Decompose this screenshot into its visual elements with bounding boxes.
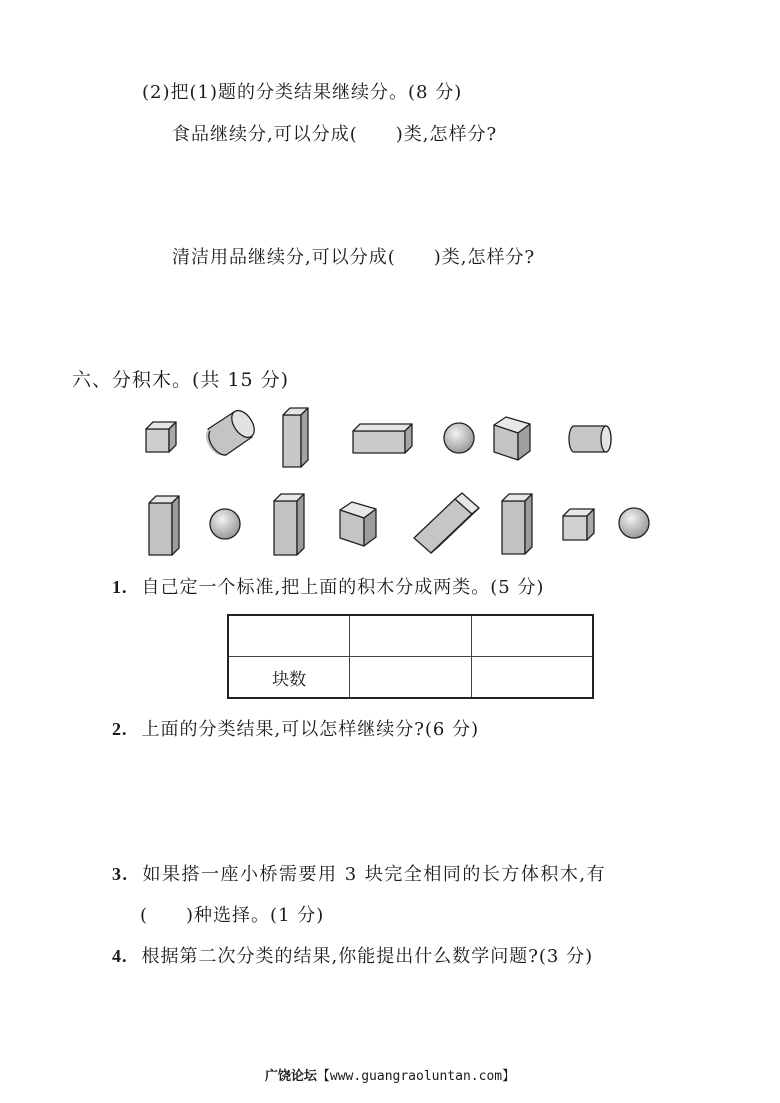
block-sphere (619, 508, 649, 538)
cleaning-question: 清洁用品继续分,可以分成( )类,怎样分? (172, 247, 536, 268)
question-text: 上面的分类结果,可以怎样继续分?(6 分) (141, 719, 480, 740)
part2-prompt: (2)把(1)题的分类结果继续分。(8 分) (142, 82, 463, 103)
question-number: 1. (112, 577, 128, 597)
question-number: 4. (112, 946, 128, 966)
table-cell[interactable] (228, 615, 350, 657)
question-text: 根据第二次分类的结果,你能提出什么数学问题?(3 分) (141, 946, 594, 967)
footer (0, 1065, 780, 1084)
block-sphere (210, 509, 240, 539)
question-number: 3. (112, 864, 129, 884)
question-3-continued: ( )种选择。(1 分) (140, 905, 325, 926)
question-number: 2. (112, 719, 128, 739)
question-4 (112, 942, 593, 968)
question-text: 如果搭一座小桥需要用 3 块完全相同的长方体积木,有 (142, 864, 607, 885)
question-text: 自己定一个标准,把上面的积木分成两类。(5 分) (141, 577, 545, 598)
block-tall-prism (283, 408, 308, 467)
block-large-cube (494, 417, 530, 460)
block-large-cube (340, 502, 376, 546)
classification-table (227, 614, 594, 699)
table-cell[interactable] (350, 615, 472, 657)
footer-site: 广饶论坛 (264, 1069, 317, 1084)
food-question: 食品继续分,可以分成( )类,怎样分? (172, 124, 498, 145)
question-3 (112, 860, 606, 886)
table-row-label: 块数 (228, 657, 350, 699)
block-tall-prism (274, 494, 304, 555)
question-2 (112, 715, 479, 741)
block-small-cube (563, 509, 594, 540)
table-cell[interactable] (350, 657, 472, 699)
question-1 (112, 573, 544, 599)
table-cell[interactable] (471, 615, 593, 657)
section-title: 六、分积木。(共 15 分) (72, 369, 290, 391)
block-tall-prism (149, 496, 179, 555)
block-cylinder (569, 426, 611, 452)
blocks-illustration (0, 395, 780, 565)
block-long-prism (353, 424, 412, 453)
table-cell[interactable] (471, 657, 593, 699)
block-sphere (444, 423, 474, 453)
block-tilted-prism (414, 493, 479, 553)
block-tall-prism (502, 494, 532, 554)
block-small-cube (146, 422, 176, 452)
block-tilted-cylinder (201, 407, 259, 460)
footer-url[interactable]: 【www.guangraoluntan.com】 (316, 1069, 516, 1084)
